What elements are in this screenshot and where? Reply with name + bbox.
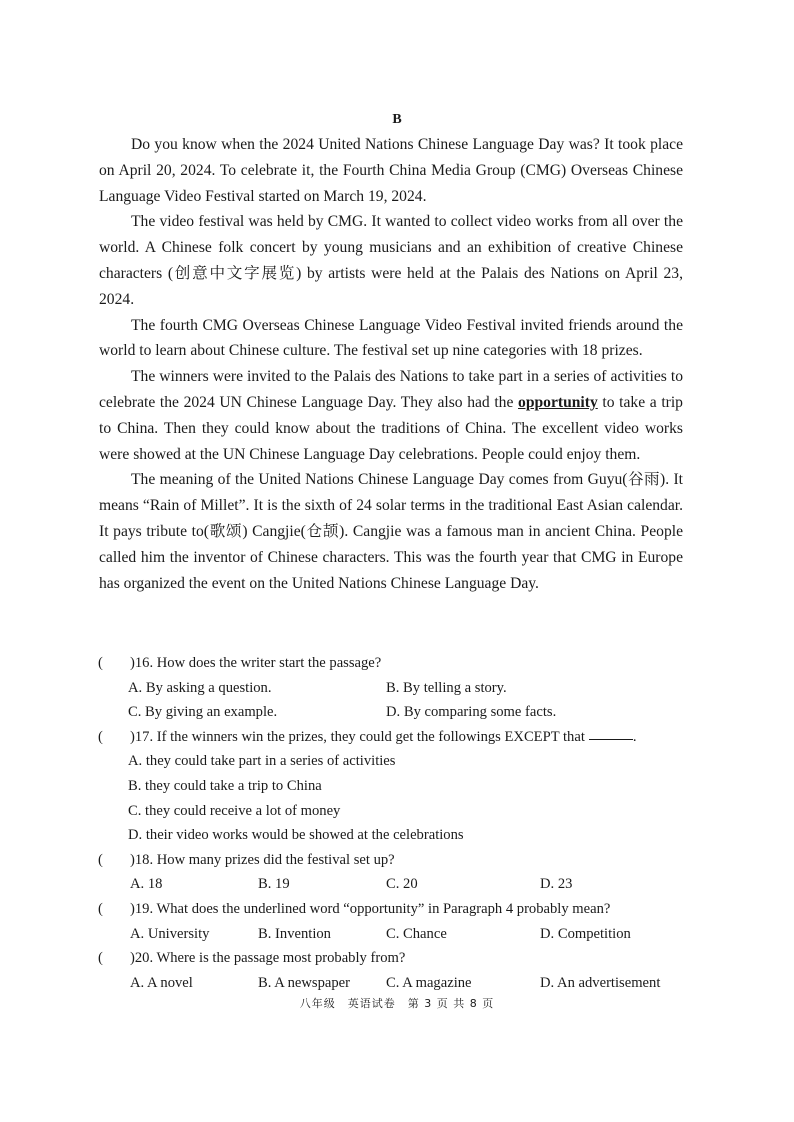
answer-paren[interactable]: ( (98, 900, 103, 917)
question-16-options-row2 (98, 700, 688, 725)
option-c: C. A magazine (386, 974, 472, 991)
paragraph-4-before: The winners were invited to the Palais des Nations to take part in a series of activities to celebrate the 2024 UN Chinese Language Day. They also had the (99, 368, 683, 411)
option-b: B. they could take a trip to China (128, 777, 322, 794)
paragraph-4 (99, 364, 683, 467)
option-c: C. By giving an example. (128, 704, 278, 721)
paragraph-2: The video festival was held by CMG. It wanted to collect video works from all over the world. A Chinese folk concert by young musicians and an exhibition of creative Chinese characters (创意中文字展览) by artists were held at the Palais des Nations on April 23, 2024. (99, 213, 683, 308)
question-18-options (98, 872, 688, 897)
section-label: B (392, 112, 402, 127)
question-18-stem: )18. How many prizes did the festival set up? (130, 851, 395, 868)
option-c: C. Chance (386, 925, 447, 942)
question-20-stem: )20. Where is the passage most probably from? (130, 950, 406, 967)
question-20-options (98, 971, 688, 996)
question-19-stem: )19. What does the underlined word “opportunity” in Paragraph 4 probably mean? (130, 900, 611, 917)
underlined-word: opportunity (518, 393, 598, 411)
paragraph-3: The fourth CMG Overseas Chinese Language Video Festival invited friends around the world to learn about Chinese culture. The festival set up nine categories with 18 prizes. (99, 316, 683, 360)
paragraph-4-after: to take a trip to China. Then they could know about the traditions of China. The excellent video works were showed at the UN Chinese Language Day celebrations. People could enjoy them. (99, 393, 683, 463)
option-d: D. By comparing some facts. (386, 704, 557, 721)
question-17 (98, 725, 688, 750)
option-d: D. An advertisement (540, 974, 661, 991)
answer-blank[interactable] (589, 725, 633, 740)
option-c: C. 20 (386, 876, 418, 893)
question-16-options-row1 (98, 676, 688, 701)
option-b: B. 19 (258, 876, 290, 893)
answer-paren[interactable]: ( (98, 728, 103, 745)
question-16 (98, 651, 688, 676)
paragraph-5: The meaning of the United Nations Chinese Language Day comes from Guyu(谷雨). It means “Rain of Millet”. It is the sixth of 24 solar terms in the traditional East Asian calendar. It pays tribute to(歌颂) Cangjie(仓颉). Cangjie was a famous man in ancient China. People called him the inventor of Chinese characters. This was the fourth year that CMG in Europe has organized the event on the United Nations Chinese Language Day. (99, 471, 683, 592)
question-17-stem: )17. If the winners win the prizes, they could get the followings EXCEPT that (130, 728, 585, 745)
questions-section (98, 651, 688, 995)
question-20 (98, 946, 688, 971)
answer-paren[interactable]: ( (98, 655, 103, 671)
option-b: B. A newspaper (258, 974, 351, 991)
option-d: D. their video works would be showed at the celebrations (128, 827, 464, 844)
option-a: A. University (130, 925, 210, 942)
option-a: A. they could take part in a series of activities (128, 753, 396, 770)
question-19-options (98, 922, 688, 947)
option-d: D. 23 (540, 876, 573, 893)
answer-paren[interactable]: ( (98, 950, 103, 967)
option-d: D. Competition (540, 925, 631, 942)
question-18 (98, 848, 688, 873)
option-c: C. they could receive a lot of money (128, 802, 341, 819)
option-a: A. By asking a question. (128, 679, 272, 696)
paragraph-1: Do you know when the 2024 United Nations Chinese Language Day was? It took place on April 20, 2024. To celebrate it, the Fourth China Media Group (CMG) Overseas Chinese Language Video Festival started on March 19, 2024. (99, 136, 683, 205)
option-a: A. 18 (130, 876, 163, 893)
question-19 (98, 897, 688, 922)
option-b: B. Invention (258, 925, 331, 942)
page-footer: 八年级 英语试卷 第 3 页 共 8 页 (299, 997, 495, 1010)
reading-passage (99, 132, 683, 596)
question-16-stem: )16. How does the writer start the passage? (130, 655, 382, 671)
option-b: B. By telling a story. (386, 679, 507, 696)
option-a: A. A novel (130, 974, 193, 991)
question-17-end: . (632, 728, 637, 745)
answer-paren[interactable]: ( (98, 851, 103, 868)
